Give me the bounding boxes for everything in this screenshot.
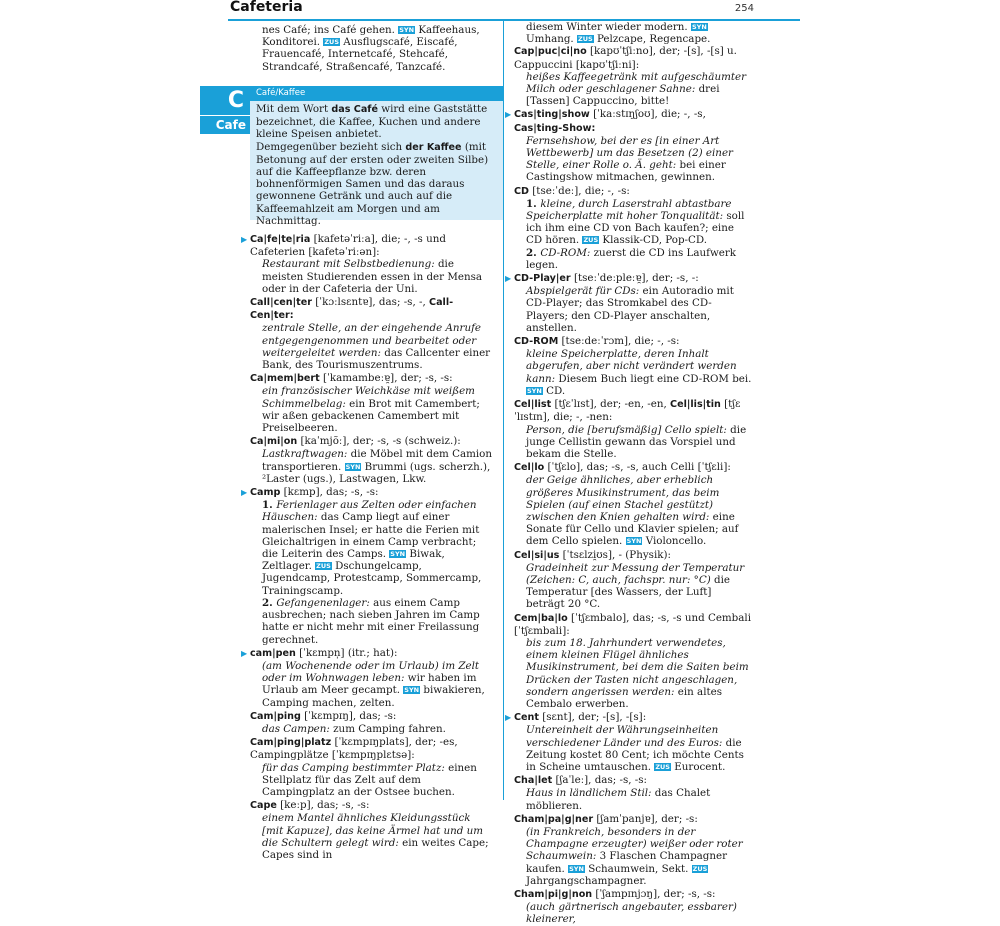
entry-body xyxy=(250,762,492,799)
definition: Lastkraftwagen: xyxy=(262,448,348,461)
headword-variant: Cas|ting-Show: xyxy=(514,122,596,134)
definition: Abspielgerät für CDs: xyxy=(526,285,640,298)
dictionary-entry xyxy=(250,435,492,485)
label-badge: SYN xyxy=(390,550,406,559)
definition: (auch gärtnerisch angebauter, essbarer) kleinerer, xyxy=(526,901,737,926)
grammar-info: [ʃaˈleː], das; -s, -s: xyxy=(552,774,648,787)
dictionary-entry xyxy=(250,296,492,371)
headword: cam|pen xyxy=(250,647,296,659)
label-badge: ZUS xyxy=(692,864,708,873)
grammar-info: [tseːˈdeːpleːɐ̯], der; -s, -: xyxy=(570,272,699,285)
grammar-info: [kapʊˈtʃiːno], der; -[s], -[s] u. Cappuccini [kapʊˈtʃiːni]: xyxy=(514,45,737,71)
definition: zentrale Stelle, an der eingehende Anrufe entgegengenommen und bearbeitet oder weitergeleitet werden: xyxy=(262,322,481,359)
entry-body xyxy=(250,723,492,735)
related-words: Eurocent. xyxy=(671,760,726,773)
dictionary-entry xyxy=(514,888,752,926)
definition: Gradeinheit zur Messung der Temperatur (Zeichen: C, auch, fachspr. nur: °C) xyxy=(526,561,745,586)
related-words: Biwak, Zeltlager. xyxy=(262,548,445,573)
zus-badge: ZUS xyxy=(578,35,593,44)
label-badge: ZUS xyxy=(583,236,599,245)
related-words: Brummi (ugs. scherzh.), ²Laster (ugs.), Lastwagen, Lkw. xyxy=(262,460,491,485)
headword: Call|cen|ter xyxy=(250,297,312,309)
entry-body xyxy=(250,812,492,861)
grammar-info: [kafetəˈriːa], die; -, -s und Cafeterien [kafetəˈriːən]: xyxy=(250,233,446,259)
arrow-marker-icon: ▶ xyxy=(505,274,512,284)
grammar-info: [ˈkamambeːɐ̯], der; -s, -s: xyxy=(319,372,453,385)
info-text: wird eine Gaststätte bezeichnet, die Kaffee, Kuchen und andere kleine Speisen anbietet. xyxy=(256,103,488,141)
dictionary-entry xyxy=(514,813,752,887)
entry-body xyxy=(514,637,752,710)
example: die Zeitung kostet 80 Cent; ich möchte Cents in Scheine umtauschen. xyxy=(526,736,744,773)
entry-body xyxy=(250,385,492,434)
grammar-info: [ˈkɛmpɪŋ], das; -s: xyxy=(300,709,397,722)
syn-badge: SYN xyxy=(692,23,707,31)
dictionary-entry xyxy=(514,398,752,460)
second-sense xyxy=(262,597,492,646)
label-badge: SYN xyxy=(527,386,542,395)
arrow-marker-icon: ▶ xyxy=(505,110,512,120)
grammar-info: [tseːdeːˈrɔm], die; -, -s: xyxy=(558,335,680,348)
headword: Cham|pi|g|non xyxy=(514,889,593,901)
info-box-paragraph xyxy=(256,141,497,227)
thumb-index-letter: C xyxy=(200,86,250,116)
headword: CD xyxy=(514,185,530,197)
definition: (in Frankreich, besonders in der Champagne erzeugter) weißer oder roter Schaumwein: xyxy=(526,826,743,863)
definition: Restaurant mit Selbstbedienung: xyxy=(262,258,435,271)
headword: Camp xyxy=(250,487,281,499)
definition: ein französischer Weichkäse mit weißem Schimmelbelag: xyxy=(262,385,475,410)
dictionary-entry xyxy=(241,486,492,646)
entry-body xyxy=(514,285,752,334)
definition: Haus in ländlichem Stil: xyxy=(526,787,652,800)
headword: Ca|fe|te|ria xyxy=(250,234,311,245)
definition: CD-ROM: xyxy=(540,246,591,259)
headword: Cel|list xyxy=(514,399,552,411)
definition: heißes Kaffeegetränk mit aufgeschäumter Milch oder geschlagener Sahne: xyxy=(526,70,746,96)
example: ein Autoradio mit CD-Player; das Stromkabel des CD-Players; den CD-Player anschalten, anstellen. xyxy=(526,285,734,334)
dictionary-entry xyxy=(250,372,492,434)
dictionary-entry xyxy=(250,799,492,861)
info-text: Demgegenüber bezieht sich xyxy=(256,140,406,153)
headword: Cha|let xyxy=(514,775,553,787)
example: ein weites Cape; Capes sind in xyxy=(262,836,489,861)
dictionary-entry xyxy=(514,185,752,271)
grammar-info: [ˈʃampɪnjɔŋ], der; -s, -s: xyxy=(592,888,716,901)
entry-body xyxy=(250,448,492,485)
definition: einem Mantel ähnliches Kleidungsstück [mit Kapuze], das keine Ärmel hat und um die Schultern gelegt wird: xyxy=(262,812,484,849)
grammar-info: [ˈkaːstɪŋʃoʊ], die; -, -s, xyxy=(589,108,706,121)
definition: Ferienlager aus Zelten oder einfachen Häuschen: xyxy=(262,499,477,524)
dictionary-entry xyxy=(505,711,752,773)
arrow-marker-icon: ▶ xyxy=(241,488,248,498)
definition: Fernsehshow, bei der es [in einer Art Wettbewerb] um das Besetzen (2) einer Stelle, einer Rolle o. Ä. geht: xyxy=(526,134,733,172)
example: drei [Tassen] Cappuccino, bitte! xyxy=(526,83,720,108)
info-keyword: der Kaffee xyxy=(405,141,462,153)
label-badge: SYN xyxy=(345,462,361,471)
info-box-heading: Café/Kaffee xyxy=(250,86,503,101)
right-entries xyxy=(505,45,752,926)
entry-body xyxy=(514,135,752,184)
grammar-info: [tseːˈdeː], die; -, -s: xyxy=(529,184,630,197)
entry-body xyxy=(514,474,752,547)
grammar-info: [keːp], das; -s, -s: xyxy=(276,799,370,812)
grammar-info: [tʃɛˈlɪstɪn], die; -, -nen: xyxy=(514,398,741,424)
headword: Cam|ping|platz xyxy=(250,737,332,749)
example: aus einem Camp ausbrechen; nach sieben Jahren im Camp hatte er nicht mehr mit einer Freilassung gerechnet. xyxy=(262,596,480,646)
headword: CD-Play|er xyxy=(514,273,571,285)
dictionary-entry xyxy=(514,549,752,611)
definition: (am Wochenende oder im Urlaub) im Zelt oder im Wohnwagen leben: xyxy=(262,659,480,685)
grammar-info: [ˈtʃɛmbalo], das; -s, -s und Cembali [ˈtʃɛmbali]: xyxy=(514,611,752,637)
example: soll ich ihm eine CD von Bach kaufen?; eine CD hören. xyxy=(526,210,745,247)
entry-example: diesem Winter wieder modern. xyxy=(526,21,688,33)
example: ein Brot mit Camembert; wir aßen gebackenen Camembert mit Preiselbeeren. xyxy=(262,397,480,435)
syn-badge: SYN xyxy=(399,26,415,34)
related-words: Dschungelcamp, Jugendcamp, Protestcamp, Sommercamp, Trainingscamp. xyxy=(262,560,482,597)
thumb-index-word: Cafe xyxy=(200,116,250,134)
grammar-info: [kaˈmjõː], der; -s, -s (schweiz.): xyxy=(297,435,461,448)
example: das Callcenter einer Bank, des Tourismuszentrums. xyxy=(262,346,491,372)
headword: Cap|puc|ci|no xyxy=(514,46,587,58)
entry-body xyxy=(514,562,752,611)
entry-body xyxy=(514,826,752,887)
right-column xyxy=(505,21,752,926)
dictionary-entry xyxy=(514,461,752,547)
compounds: Ausflugscafé, Eiscafé, Frauencafé, Internetcafé, Stehcafé, Strandcafé, Straßencafé, Tanzcafé. xyxy=(262,36,458,73)
dictionary-entry xyxy=(514,45,752,107)
entry-example: nes Café; ins Café gehen. xyxy=(262,24,395,36)
synonyms: Kaffeehaus, Konditorei. xyxy=(262,24,480,49)
example: eine Sonate für Cello und Klavier spielen; auf dem Cello spielen. xyxy=(526,510,739,548)
arrow-marker-icon: ▶ xyxy=(505,713,512,723)
definition: für das Camping bestimmter Platz: xyxy=(262,761,445,774)
example: das Camp liegt auf einer malerischen Insel; er hatte die Ferien mit Gleichaltrigen in einem Camp verbracht; die Leiterin des Camps. xyxy=(262,511,480,561)
entry-body xyxy=(250,660,492,709)
headword: CD-ROM xyxy=(514,336,559,348)
grammar-info: [tʃɛˈlɪst], der; -en, -en, xyxy=(551,398,671,411)
grammar-info: [kɛmp], das; -s, -s: xyxy=(280,486,379,499)
compounds: Pelzcape, Regencape. xyxy=(593,33,711,46)
label-badge: SYN xyxy=(626,537,642,546)
dictionary-entry xyxy=(514,335,752,397)
sense-number: 2. xyxy=(526,246,541,259)
arrow-marker-icon: ▶ xyxy=(241,648,248,658)
example: Diesem Buch liegt eine CD-ROM bei. xyxy=(555,372,752,385)
headword: Cham|pa|g|ner xyxy=(514,813,594,825)
info-text: (mit Betonung auf der ersten oder zweiten Silbe) auf die Kaffeepflanze bzw. deren bohnenförmigen Samen und das daraus gewonnene Getränk und auch auf die Kaffeemahlzeit am Morgen und am Nachmittag. xyxy=(256,140,489,227)
headword: Cas|ting|show xyxy=(514,109,590,121)
headword: Ca|mi|on xyxy=(250,436,298,448)
dictionary-entry xyxy=(250,736,492,798)
grammar-info: [ˈkɛmpn̩] (itr.; hat): xyxy=(295,646,398,659)
definition: kleine Speicherplatte, deren Inhalt abgerufen, aber nicht verändert werden kann: xyxy=(526,348,737,385)
running-header xyxy=(228,0,800,19)
definition: Untereinheit der Währungseinheiten verschiedener Länder und des Euros: xyxy=(526,724,723,749)
example: ein altes Cembalo erwerben. xyxy=(526,685,722,710)
headword-variant: Call-Cen|ter: xyxy=(250,297,454,322)
example: wir haben im Urlaub am Meer gecampt. xyxy=(262,672,477,697)
definition: bis zum 18. Jahrhundert verwendetes, einem kleinen Flügel ähnliches Musikinstrument, bei dem die Saiten beim Drücken der Tasten nicht angeschlagen, sondern angerissen werden: xyxy=(526,636,749,698)
left-entries xyxy=(241,233,493,861)
headword: Cel|si|us xyxy=(514,549,560,561)
definition: das Campen: xyxy=(262,722,330,735)
entry-body xyxy=(250,322,492,371)
example: die meisten Studierenden essen in der Mensa oder in der Cafeteria der Uni. xyxy=(262,258,483,295)
headword: Cape xyxy=(250,800,277,812)
info-box-body xyxy=(250,101,503,229)
example: die junge Cellistin gewann das Vorspiel und bekam die Stelle. xyxy=(526,423,747,460)
example: zum Camping fahren. xyxy=(329,722,446,735)
info-text: Mit dem Wort xyxy=(256,103,332,115)
dictionary-entry xyxy=(241,233,492,295)
example: zuerst die CD ins Laufwerk legen. xyxy=(526,246,737,271)
definition: Gefangenenlager: xyxy=(276,596,370,609)
zus-badge: ZUS xyxy=(324,38,340,47)
related-words: Klassik-CD, Pop-CD. xyxy=(599,234,708,247)
dictionary-entry xyxy=(250,710,492,735)
grammar-info: [ˈkɔːlsɛntɐ], das; -s, -, xyxy=(311,296,430,309)
dictionary-entry xyxy=(241,646,492,709)
headword: Cel|lo xyxy=(514,462,545,474)
headword: Ca|mem|bert xyxy=(250,373,320,385)
entry-body xyxy=(250,499,492,645)
label-badge: ZUS xyxy=(655,762,670,771)
continued-entry xyxy=(250,24,492,73)
second-sense xyxy=(526,247,752,271)
definition: der Geige ähnliches, aber erheblich größeres Musikinstrument, das beim Spielen (auf einen Stachel gestützt) zwischen den Knien gehalten wird: xyxy=(526,474,720,523)
entry-body xyxy=(514,71,752,108)
example: bei einer Castingshow mitmachen, gewinnen. xyxy=(526,159,726,184)
related-words: CD. xyxy=(542,384,566,397)
continued-entry xyxy=(514,21,752,45)
definition: kleine, durch Laserstrahl abtastbare Speicherplatte mit hoher Tonqualität: xyxy=(526,197,732,223)
grammar-info: [ˈkɛmpɪŋplats], der; -es, Campingplätze [ˈkɛmpɪŋplɛtsə]: xyxy=(250,736,458,762)
grammar-info: [ʃamˈpanjɐ], der; -s: xyxy=(593,812,698,825)
column-divider xyxy=(503,21,504,800)
entry-body xyxy=(514,424,752,461)
grammar-info: [ˈtsɛlzi̯ʊs], - (Physik): xyxy=(559,548,671,561)
info-box xyxy=(250,86,503,227)
info-keyword: das Café xyxy=(331,104,378,115)
arrow-marker-icon: ▶ xyxy=(241,235,248,244)
related-words: Schaumwein, Sekt. xyxy=(584,862,689,875)
example: die Möbel mit dem Camion transportieren. xyxy=(262,448,493,473)
definition: Person, die [berufsmäßig] Cello spielt: xyxy=(526,423,727,436)
related-words: Violoncello. xyxy=(642,535,707,548)
entry-body xyxy=(514,901,752,925)
entry-body xyxy=(514,198,752,271)
headword: Cent xyxy=(514,712,539,724)
headword: Cam|ping xyxy=(250,710,301,722)
sense-number: 2. xyxy=(262,596,277,609)
info-box-paragraph xyxy=(256,103,497,141)
related-words: Jahrgangschampagner. xyxy=(526,874,647,887)
dictionary-entry xyxy=(505,108,752,184)
label-badge: ZUS xyxy=(316,562,331,571)
entry-body xyxy=(514,724,752,773)
running-head-title: Cafeteria xyxy=(230,0,303,15)
example: einen Stellplatz für das Zelt auf dem Campingplatz an der Ostsee buchen. xyxy=(262,761,477,798)
dictionary-entry xyxy=(505,272,752,334)
synonyms: Umhang. xyxy=(526,33,574,46)
page-number: 254 xyxy=(734,3,754,14)
example: 3 Flaschen Champagner kaufen. xyxy=(526,850,728,875)
related-words: biwakieren, Camping machen, zelten. xyxy=(262,684,485,709)
headword: Cem|ba|lo xyxy=(514,612,568,624)
headword-variant: Cel|lis|tin xyxy=(670,399,721,411)
label-badge: SYN xyxy=(404,686,420,695)
example: das Chalet möblieren. xyxy=(526,787,711,812)
sense-number: 1. xyxy=(262,499,277,512)
sense-number: 1. xyxy=(526,197,541,210)
label-badge: SYN xyxy=(569,864,584,873)
grammar-info: [ˈtʃɛlo], das; -s, -s, auch Celli [ˈtʃɛli]: xyxy=(544,461,731,474)
grammar-info: [sɛnt], der; -[s], -[s]: xyxy=(538,711,647,724)
dictionary-entry xyxy=(514,774,752,812)
example: die Temperatur [des Wassers, der Luft] beträgt 20 °C. xyxy=(526,573,730,611)
entry-body xyxy=(514,348,752,397)
left-column xyxy=(250,24,492,73)
entry-body xyxy=(250,258,492,295)
dictionary-entry xyxy=(514,612,752,711)
